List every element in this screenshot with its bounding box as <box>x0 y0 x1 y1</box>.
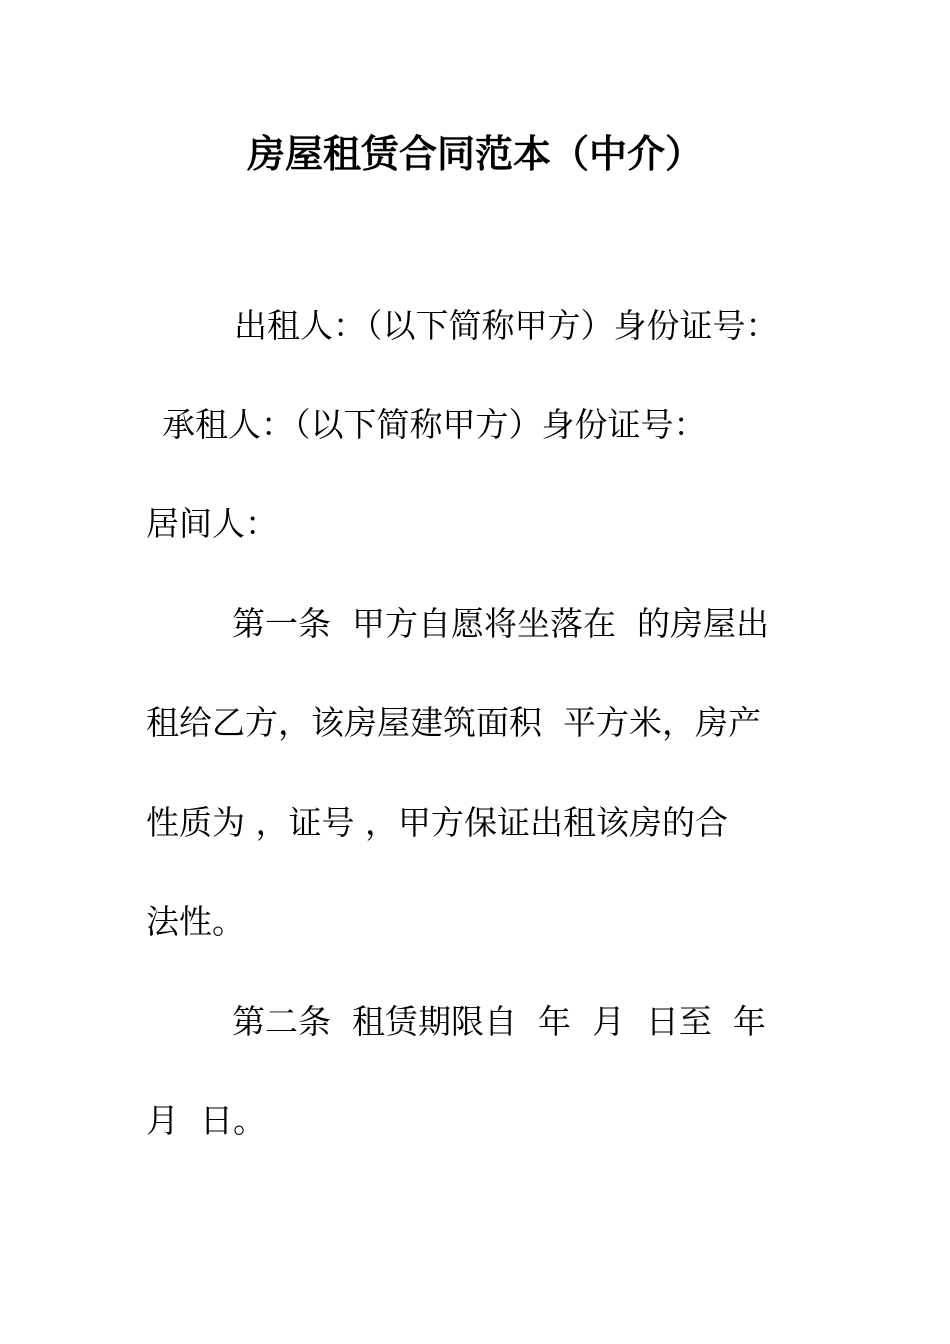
article-two-line-2: 月 日。 <box>146 1101 266 1140</box>
article-one-line-2: 租给乙方，该房屋建筑面积 平方米，房产 <box>146 703 761 742</box>
document-title: 房屋租赁合同范本（中介） <box>246 131 703 176</box>
lessee-line: 承租人：（以下简称甲方）身份证号： <box>162 405 707 444</box>
article-one-line-1: 第一条 甲方自愿将坐落在 的房屋出 <box>232 604 769 643</box>
article-one-line-3: 性质为 ，证号 ，甲方保证出租该房的合 <box>146 803 728 842</box>
intermediary-line: 居间人： <box>146 504 278 543</box>
article-one-line-4: 法性。 <box>146 902 245 941</box>
lessor-line: 出租人：（以下简称甲方）身份证号： <box>234 306 779 345</box>
article-two-line-1: 第二条 租赁期限自 年 月 日至 年 <box>232 1002 766 1041</box>
